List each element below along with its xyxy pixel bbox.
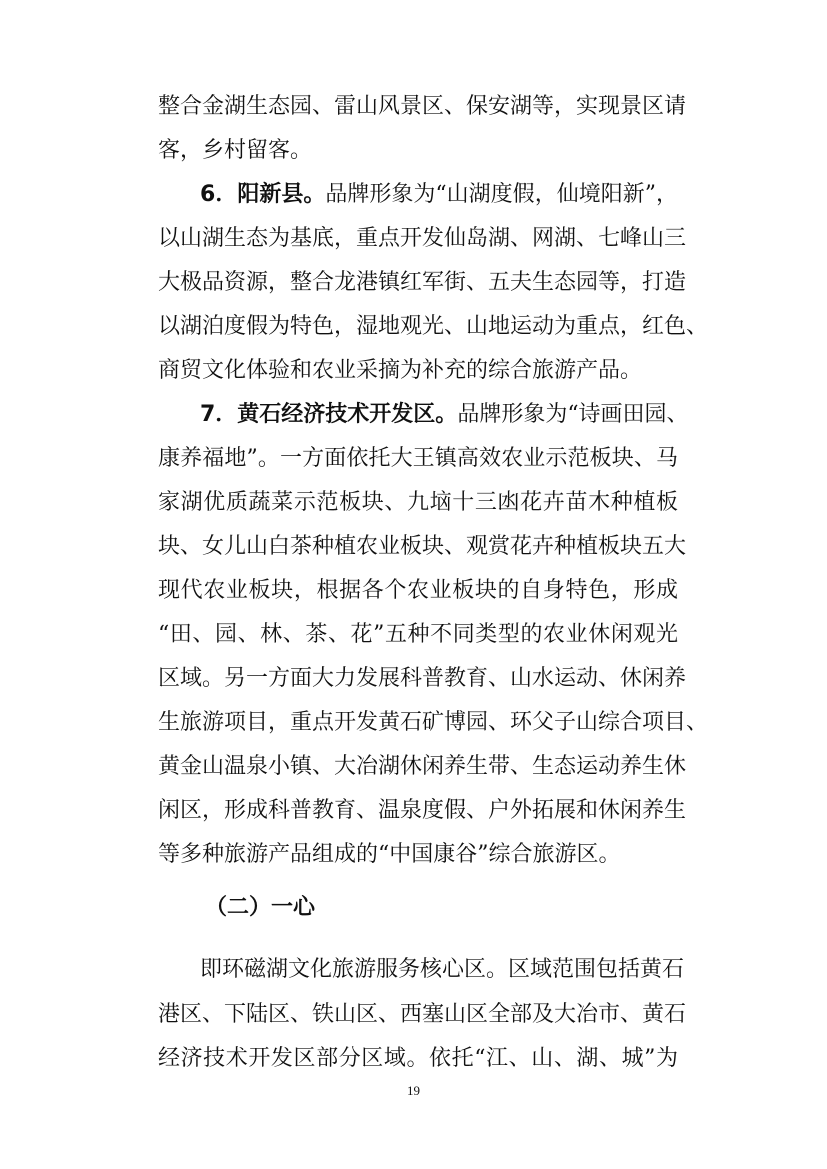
page-number: 19 <box>407 1083 420 1098</box>
body-text-line: 以湖泊度假为特色，湿地观光、山地运动为重点，红色、 <box>158 314 709 339</box>
body-text-line: 即环磁湖文化旅游服务核心区。区域范围包括黄石 <box>200 957 685 982</box>
paragraph-6-first-line <box>200 180 678 210</box>
body-text-line: 商贸文化体验和农业采摘为补充的综合旅游产品。 <box>158 358 643 383</box>
paragraph-6-title: 6．阳新县。 <box>200 182 326 207</box>
body-text-line: 大极品资源，整合龙港镇红军街、五夫生态园等，打造 <box>158 270 687 295</box>
body-text-line: 港区、下陆区、铁山区、西塞山区全部及大冶市、黄石 <box>158 1002 687 1027</box>
section-heading: （二）一心 <box>205 895 316 920</box>
body-text-line: 现代农业板块，根据各个农业板块的自身特色，形成 <box>158 578 678 603</box>
body-text-line: 闲区，形成科普教育、温泉度假、户外拓展和休闲养生 <box>158 798 687 823</box>
body-text-line: 康养福地”。一方面依托大王镇高效农业示范板块、马 <box>158 446 678 471</box>
body-text-line: 家湖优质蔬菜示范板块、九垴十三凼花卉苗木种植板 <box>158 490 678 515</box>
paragraph-7-text: 品牌形象为“诗画田园、 <box>457 402 689 427</box>
body-text-line: 整合金湖生态园、雷山风景区、保安湖等，实现景区请 <box>158 94 687 119</box>
body-text-line: 等多种旅游产品组成的“中国康谷”综合旅游区。 <box>158 842 621 867</box>
body-text-line: 以山湖生态为基底，重点开发仙岛湖、网湖、七峰山三 <box>158 226 687 251</box>
body-text-line: 黄金山温泉小镇、大冶湖休闲养生带、生态运动养生休 <box>158 754 687 779</box>
body-text-line: “田、园、林、茶、花”五种不同类型的农业休闲观光 <box>158 622 678 647</box>
body-text-line: 经济技术开发区部分区域。依托“江、山、湖、城”为 <box>158 1046 678 1071</box>
body-text-line: 块、女儿山白茶种植农业板块、观赏花卉种植板块五大 <box>158 534 687 559</box>
body-text-line: 区域。另一方面大力发展科普教育、山水运动、休闲养 <box>158 666 687 691</box>
paragraph-6-text: 品牌形象为“山湖度假，仙境阳新”， <box>325 182 678 207</box>
body-text-line: 客，乡村留客。 <box>158 138 313 163</box>
paragraph-7-title: 7．黄石经济技术开发区。 <box>200 402 458 427</box>
paragraph-7-first-line <box>200 400 689 430</box>
body-text-line: 生旅游项目，重点开发黄石矿博园、环父子山综合项目、 <box>158 710 709 735</box>
